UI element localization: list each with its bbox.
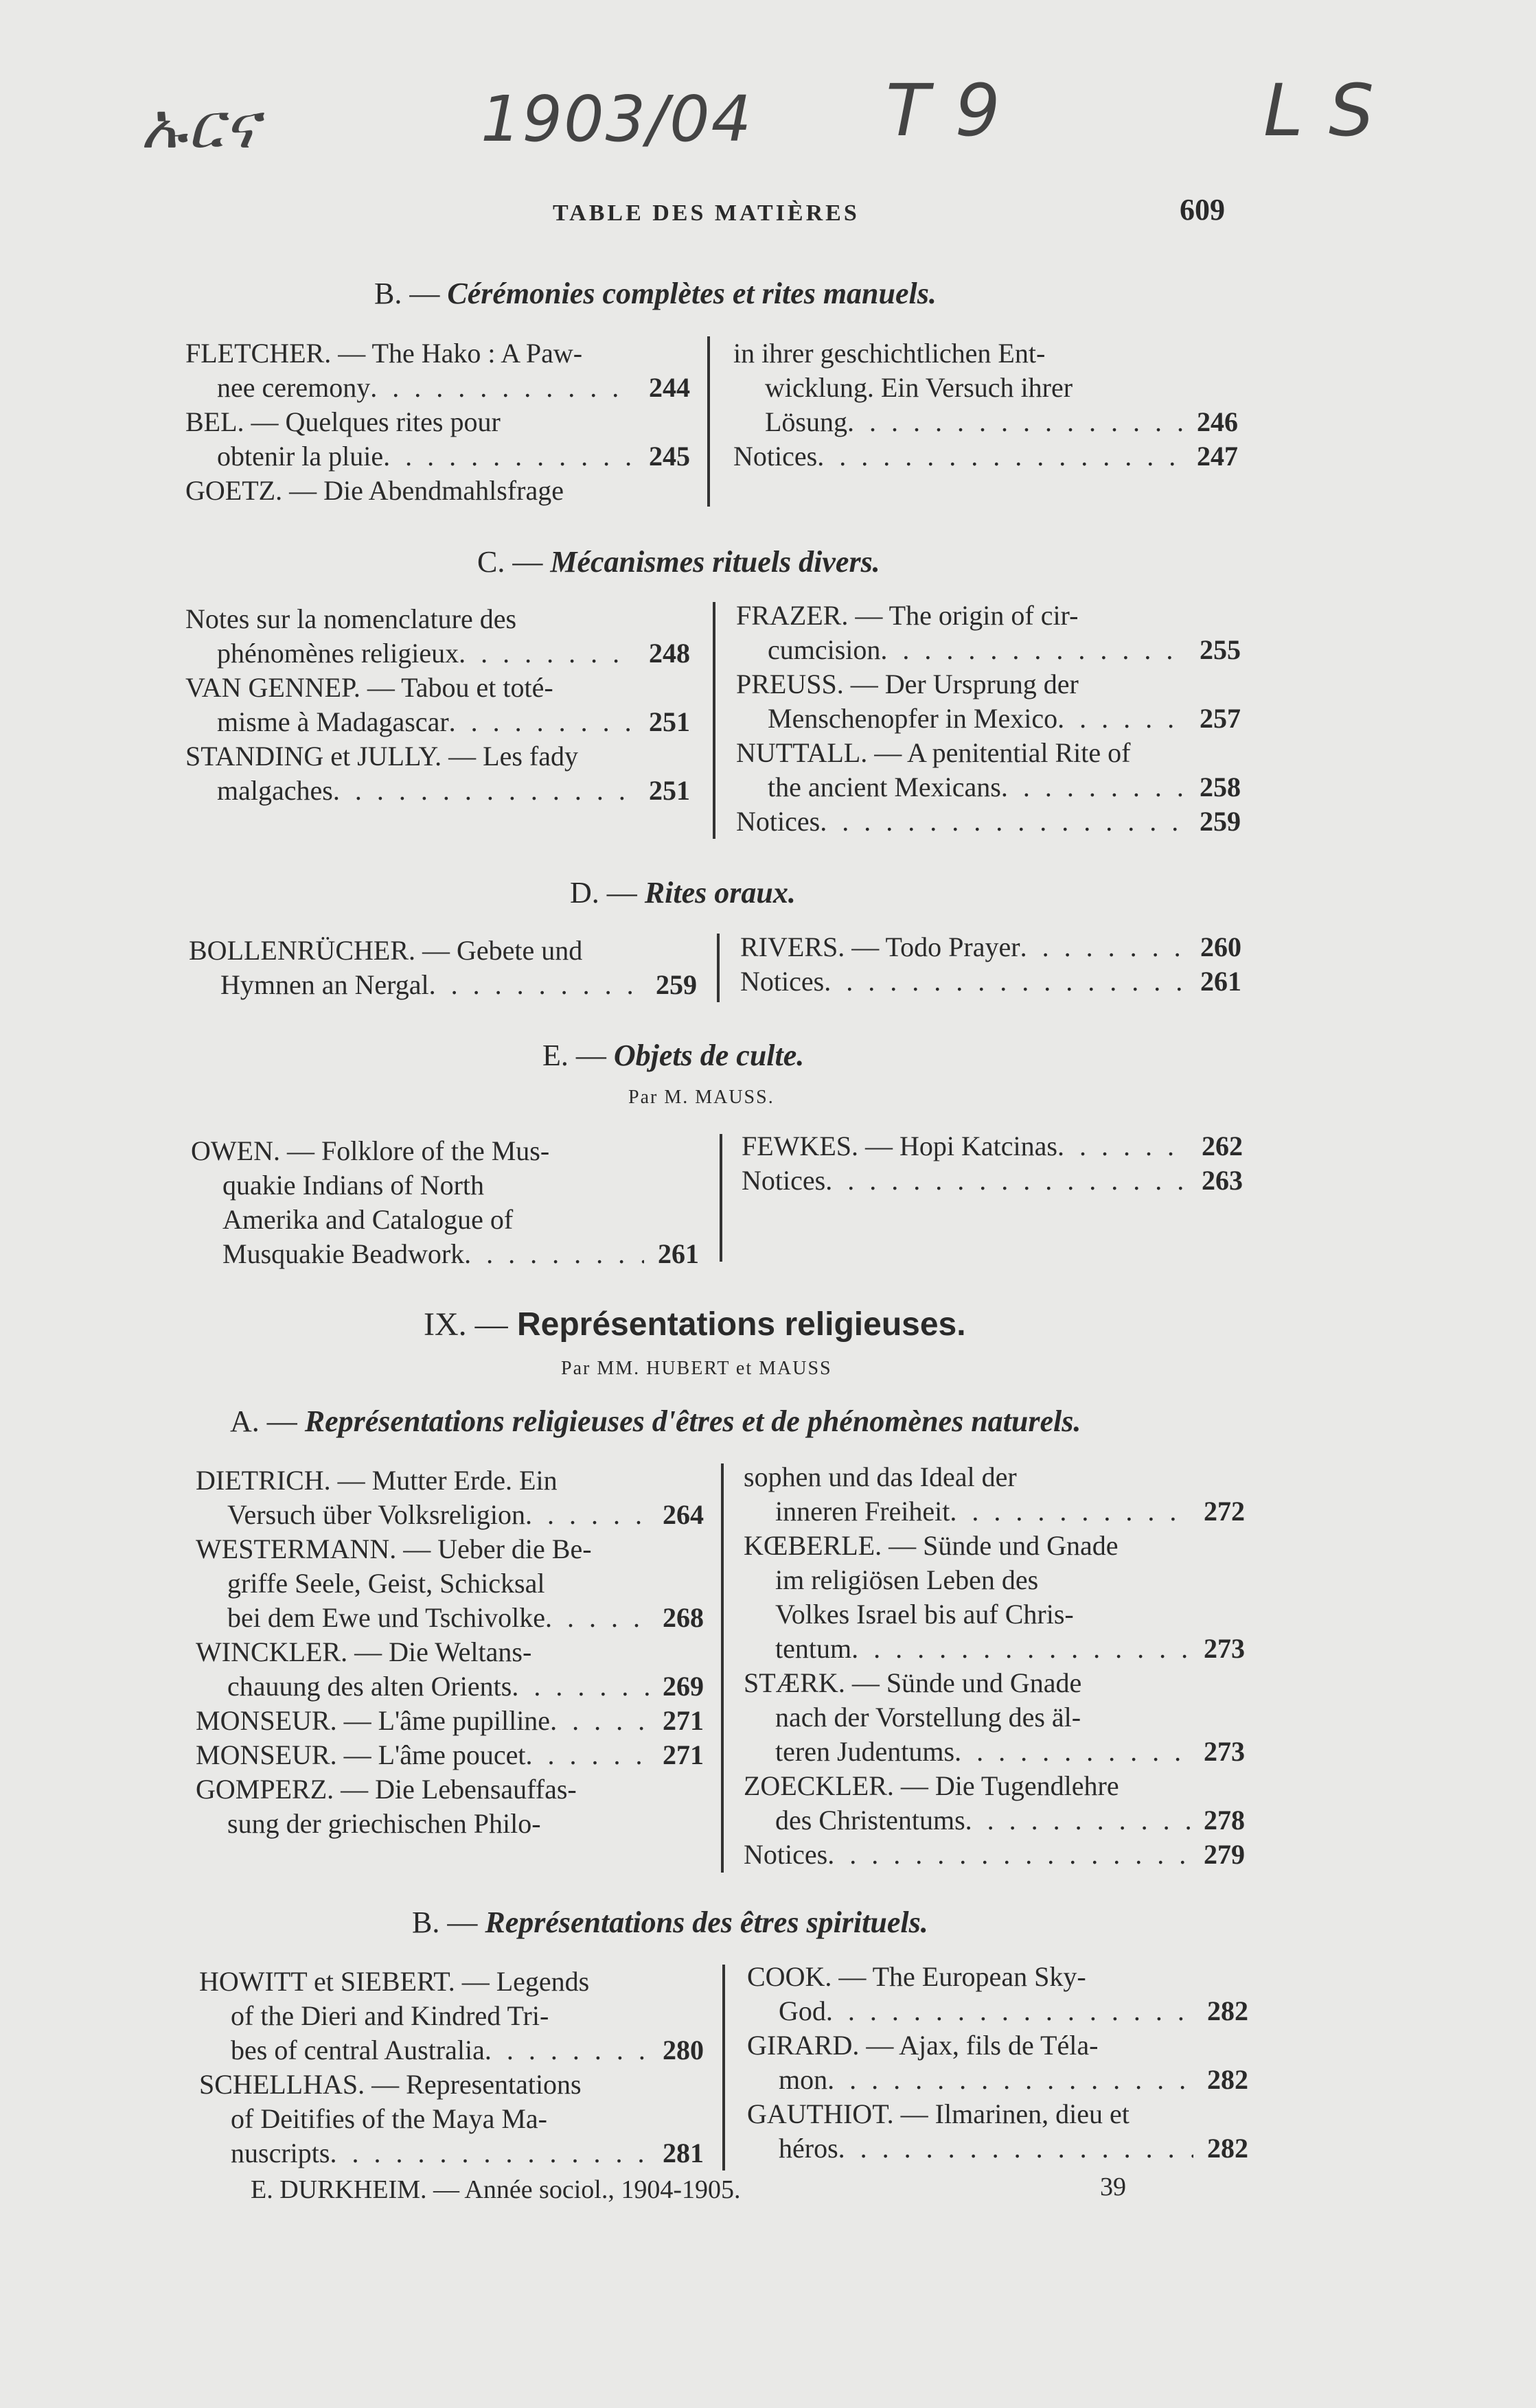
toc-entry-text: inneren Freiheit — [775, 1496, 950, 1527]
section-c-title: Mécanismes rituels divers. — [550, 545, 880, 579]
leader-dots — [1057, 702, 1186, 736]
toc-entry-text: phénomènes religieux — [217, 638, 459, 669]
toc-entry-line: quakie Indians of North — [222, 1170, 485, 1201]
toc-entry-final-line — [199, 2033, 704, 2068]
leader-dots — [1001, 770, 1186, 804]
leader-dots — [429, 968, 642, 1002]
toc-page-number: 278 — [1204, 1805, 1245, 1836]
page-number: 609 — [1180, 193, 1225, 227]
toc-entry-final-line — [747, 1994, 1248, 2028]
toc-entry-final-line — [744, 1632, 1245, 1666]
toc-page-number: 262 — [1202, 1131, 1243, 1161]
toc-entry — [740, 930, 1241, 964]
toc-entry — [742, 1129, 1243, 1164]
toc-entry — [733, 336, 1238, 439]
section-b2-letter: B. — — [412, 1906, 478, 1939]
running-title: TABLE DES MATIÈRES — [553, 200, 860, 226]
toc-entry-line: COOK. — The European Sky- — [747, 1961, 1086, 1992]
toc-entry-text: nee ceremony — [217, 372, 371, 403]
chapter-ix-numeral: IX. — — [424, 1306, 508, 1343]
toc-page-number: 279 — [1204, 1839, 1245, 1870]
toc-entry — [189, 934, 697, 1002]
toc-entry-text: Notices — [744, 1839, 828, 1870]
section-e-byline: Par M. MAUSS. — [628, 1087, 775, 1108]
toc-entry-line: nach der Vorstellung des äl- — [775, 1702, 1081, 1733]
leader-dots — [827, 1838, 1190, 1872]
toc-entry-line: GOMPERZ. — Die Lebensauffas- — [196, 1774, 577, 1805]
toc-entry-line: GAUTHIOT. — Ilmarinen, dieu et — [747, 2098, 1130, 2129]
leader-dots — [512, 1669, 649, 1704]
toc-entry-line: GIRARD. — Ajax, fils de Téla- — [747, 2030, 1099, 2061]
chapter-ix-byline: Par MM. HUBERT et MAUSS — [561, 1358, 832, 1379]
toc-entry — [744, 1460, 1245, 1529]
leader-dots — [330, 2136, 649, 2170]
toc-entry — [199, 2068, 704, 2170]
toc-page-number: 245 — [649, 441, 690, 472]
toc-page-number: 282 — [1207, 1995, 1248, 2026]
footer-signature-line: E. DURKHEIM. — Année sociol., 1904-1905. — [251, 2175, 741, 2204]
toc-entry-text: cumcision — [768, 634, 881, 665]
toc-entry-text: Menschenopfer in Mexico — [768, 703, 1058, 734]
leader-dots — [825, 1164, 1188, 1198]
toc-entry — [185, 336, 690, 405]
section-c-letter: C. — — [477, 545, 543, 579]
toc-entry-line: Amerika and Catalogue of — [222, 1204, 514, 1235]
section-e-heading — [542, 1038, 804, 1073]
toc-entry-line: PREUSS. — Der Ursprung der — [736, 669, 1079, 699]
section-b1-letter: B. — — [374, 277, 440, 310]
toc-page-number: 257 — [1200, 703, 1241, 734]
section-d-heading — [570, 875, 796, 910]
toc-entry-line: BOLLENRÜCHER. — Gebete und — [189, 935, 583, 966]
toc-entry-final-line — [744, 1494, 1245, 1529]
toc-entry-text: Hymnen an Nergal — [220, 969, 429, 1000]
section-c-left-column — [185, 602, 690, 808]
toc-entry-final-line — [196, 1704, 704, 1738]
toc-entry-line: GOETZ. — Die Abendmahlsfrage — [185, 475, 564, 506]
toc-page-number: 248 — [649, 638, 690, 669]
toc-page-number: 255 — [1200, 634, 1241, 665]
leader-dots — [826, 1994, 1193, 2028]
section-a-right-column — [744, 1460, 1245, 1872]
leader-dots — [449, 705, 635, 739]
toc-entry-final-line — [185, 636, 690, 671]
toc-entry-text: tentum — [775, 1633, 852, 1664]
toc-entry-final-line — [736, 770, 1241, 804]
toc-entry — [196, 1532, 704, 1635]
toc-entry-text: malgaches — [217, 775, 333, 806]
toc-entry-final-line — [736, 633, 1241, 667]
toc-entry-line: SCHELLHAS. — Representations — [199, 2069, 582, 2100]
toc-entry — [199, 1965, 704, 2068]
toc-entry-final-line — [185, 705, 690, 739]
toc-entry-text: misme à Madagascar — [217, 706, 449, 737]
signature-number: 39 — [1100, 2173, 1126, 2201]
toc-entry — [747, 1960, 1248, 2028]
toc-entry-text: teren Judentums — [775, 1736, 955, 1767]
toc-page-number: 282 — [1207, 2064, 1248, 2095]
toc-entry — [736, 736, 1241, 804]
toc-entry — [196, 1463, 704, 1532]
toc-entry — [185, 671, 690, 739]
section-b2-title: Représentations des êtres spirituels. — [485, 1906, 928, 1939]
toc-page-number: 247 — [1197, 441, 1238, 472]
toc-page-number: 280 — [663, 2035, 704, 2065]
toc-entry — [185, 739, 690, 808]
toc-page-number: 269 — [663, 1671, 704, 1702]
section-e-title: Objets de culte. — [613, 1039, 805, 1072]
section-d-left-column — [189, 934, 697, 1002]
toc-entry-final-line — [747, 2131, 1248, 2166]
toc-entry-final-line — [744, 1838, 1245, 1872]
column-divider — [720, 1134, 722, 1262]
toc-entry-line: NUTTALL. — A penitential Rite of — [736, 737, 1131, 768]
toc-entry-line: STANDING et JULLY. — Les fady — [185, 741, 578, 772]
toc-entry-text: mon — [779, 2064, 828, 2095]
section-a-letter: A. — — [230, 1404, 297, 1438]
toc-entry-text: RIVERS. — Todo Prayer — [740, 931, 1020, 962]
leader-dots — [838, 2131, 1193, 2166]
toc-entry-text: obtenir la pluie — [217, 441, 384, 472]
leader-dots — [464, 1237, 644, 1271]
toc-entry-final-line — [185, 439, 690, 474]
section-d-letter: D. — — [570, 876, 637, 910]
leader-dots — [824, 964, 1187, 999]
toc-entry-final-line — [740, 930, 1241, 964]
leader-dots — [1020, 930, 1187, 964]
toc-entry-line: OWEN. — Folklore of the Mus- — [191, 1135, 550, 1166]
leader-dots — [550, 1704, 649, 1738]
toc-page-number: 264 — [663, 1499, 704, 1530]
toc-entry-line: DIETRICH. — Mutter Erde. Ein — [196, 1465, 558, 1496]
leader-dots — [485, 2033, 649, 2068]
toc-entry-text: Lösung — [765, 406, 847, 437]
section-e-letter: E. — — [542, 1039, 606, 1072]
toc-page-number: 268 — [663, 1602, 704, 1633]
section-d-title: Rites oraux. — [644, 876, 796, 910]
toc-entry-final-line — [185, 371, 690, 405]
toc-entry-line: WINCKLER. — Die Weltans- — [196, 1636, 532, 1667]
toc-entry-text: Musquakie Beadwork — [222, 1238, 465, 1269]
toc-entry-text: bes of central Australia — [231, 2035, 485, 2065]
toc-entry — [196, 1772, 704, 1841]
toc-entry — [747, 2028, 1248, 2097]
toc-entry-text: the ancient Mexicans — [768, 772, 1001, 802]
toc-entry-text: Notices — [742, 1165, 826, 1196]
toc-entry-final-line — [733, 405, 1238, 439]
toc-entry-line: HOWITT et SIEBERT. — Legends — [199, 1966, 590, 1997]
toc-entry — [747, 2097, 1248, 2166]
leader-dots — [525, 1498, 649, 1532]
leader-dots — [880, 633, 1186, 667]
section-b1-heading — [374, 276, 937, 311]
toc-page-number: 273 — [1204, 1736, 1245, 1767]
column-divider — [713, 602, 715, 839]
toc-page-number: 261 — [658, 1238, 699, 1269]
toc-entry-line: sung der griechischen Philo- — [227, 1808, 541, 1839]
section-c-right-column — [736, 599, 1241, 839]
column-divider — [707, 336, 710, 507]
chapter-ix-heading — [424, 1306, 966, 1343]
section-b2-right-column — [747, 1960, 1248, 2166]
section-e-right-column — [742, 1129, 1243, 1198]
toc-entry — [196, 1635, 704, 1704]
toc-entry-line: of Deitifies of the Maya Ma- — [231, 2103, 547, 2134]
section-c-heading — [477, 544, 880, 579]
toc-entry-line: of the Dieri and Kindred Tri- — [231, 2000, 549, 2031]
toc-page-number: 271 — [663, 1739, 704, 1770]
toc-entry-line: KŒBERLE. — Sünde und Gnade — [744, 1530, 1119, 1561]
toc-entry-text: Notices — [733, 441, 818, 472]
toc-page-number: 272 — [1204, 1496, 1245, 1527]
toc-entry-final-line — [191, 1237, 699, 1271]
toc-entry-final-line — [196, 1601, 704, 1635]
toc-entry — [196, 1738, 704, 1772]
leader-dots — [1057, 1129, 1188, 1164]
leader-dots — [817, 439, 1183, 474]
toc-entry — [744, 1529, 1245, 1666]
toc-entry-final-line — [189, 968, 697, 1002]
leader-dots — [525, 1738, 649, 1772]
column-divider — [717, 934, 720, 1002]
toc-page-number: 244 — [649, 372, 690, 403]
toc-page-number: 263 — [1202, 1165, 1243, 1196]
toc-entry-text: chauung des alten Orients — [227, 1671, 512, 1702]
toc-page-number: 251 — [649, 706, 690, 737]
handwritten-mark-3: T 9 — [886, 69, 1002, 152]
toc-entry-text: des Christentums — [775, 1805, 965, 1836]
leader-dots — [827, 2063, 1193, 2097]
toc-entry — [185, 405, 690, 474]
toc-page-number: 271 — [663, 1705, 704, 1736]
leader-dots — [950, 1494, 1190, 1529]
toc-page-number: 281 — [663, 2138, 704, 2168]
toc-entry-line: VAN GENNEP. — Tabou et toté- — [185, 672, 553, 703]
toc-entry-final-line — [744, 1803, 1245, 1838]
toc-page-number: 246 — [1197, 406, 1238, 437]
toc-entry-line: in ihrer geschichtlichen Ent- — [733, 338, 1046, 369]
toc-entry-text: FEWKES. — Hopi Katcinas — [742, 1131, 1057, 1161]
toc-entry-line: sophen und das Ideal der — [744, 1461, 1017, 1492]
leader-dots — [820, 804, 1186, 839]
toc-entry — [185, 474, 690, 508]
toc-entry-final-line — [747, 2063, 1248, 2097]
toc-entry-text: héros — [779, 2133, 838, 2164]
leader-dots — [954, 1735, 1190, 1769]
leader-dots — [383, 439, 635, 474]
toc-entry-final-line — [742, 1129, 1243, 1164]
toc-entry-line: WESTERMANN. — Ueber die Be- — [196, 1533, 592, 1564]
toc-entry-text: bei dem Ewe und Tschivolke — [227, 1602, 546, 1633]
toc-entry-line: griffe Seele, Geist, Schicksal — [227, 1568, 545, 1599]
toc-entry — [733, 439, 1238, 474]
toc-entry-final-line — [196, 1498, 704, 1532]
section-a-heading — [230, 1404, 1081, 1439]
toc-entry — [736, 599, 1241, 667]
toc-entry — [744, 1769, 1245, 1838]
leader-dots — [847, 405, 1183, 439]
toc-entry-text: God — [779, 1995, 826, 2026]
handwritten-mark-1: ኡርና — [141, 89, 260, 163]
column-divider — [722, 1965, 725, 2170]
toc-entry-line: FLETCHER. — The Hako : A Paw- — [185, 338, 583, 369]
toc-page-number: 273 — [1204, 1633, 1245, 1664]
section-e-left-column — [191, 1134, 699, 1271]
toc-page-number: 258 — [1200, 772, 1241, 802]
toc-entry-final-line — [736, 702, 1241, 736]
toc-entry-final-line — [733, 439, 1238, 474]
toc-entry-line: im religiösen Leben des — [775, 1564, 1039, 1595]
toc-entry-line: wicklung. Ein Versuch ihrer — [765, 372, 1073, 403]
toc-entry-line: STÆRK. — Sünde und Gnade — [744, 1667, 1082, 1698]
toc-page-number: 282 — [1207, 2133, 1248, 2164]
toc-entry-text: MONSEUR. — L'âme poucet — [196, 1739, 526, 1770]
toc-entry-line: BEL. — Quelques rites pour — [185, 406, 501, 437]
toc-entry-line: Notes sur la nomenclature des — [185, 603, 517, 634]
section-b1-left-column — [185, 336, 690, 508]
toc-page-number: 259 — [1200, 806, 1241, 837]
toc-entry — [740, 964, 1241, 999]
section-b2-left-column — [199, 1965, 704, 2170]
leader-dots — [333, 774, 635, 808]
toc-entry-final-line — [736, 804, 1241, 839]
section-a-title: Représentations religieuses d'êtres et de phénomènes naturels. — [304, 1404, 1081, 1438]
toc-entry — [196, 1704, 704, 1738]
toc-entry-line: Volkes Israel bis auf Chris- — [775, 1599, 1074, 1630]
handwritten-mark-2: 1903/04 — [481, 82, 753, 156]
toc-entry-line: ZOECKLER. — Die Tugendlehre — [744, 1770, 1119, 1801]
toc-entry — [736, 667, 1241, 736]
toc-entry-line: FRAZER. — The origin of cir- — [736, 600, 1079, 631]
section-b1-title: Cérémonies complètes et rites manuels. — [447, 277, 937, 310]
toc-entry-text: MONSEUR. — L'âme pupilline — [196, 1705, 551, 1736]
toc-entry-final-line — [185, 774, 690, 808]
section-d-right-column — [740, 930, 1241, 999]
handwritten-mark-4: L S — [1263, 69, 1376, 152]
toc-entry-final-line — [196, 1669, 704, 1704]
toc-page-number: 261 — [1200, 966, 1241, 997]
toc-entry — [744, 1838, 1245, 1872]
toc-entry-text: Notices — [740, 966, 825, 997]
toc-entry — [744, 1666, 1245, 1769]
section-b1-right-column — [733, 336, 1238, 474]
section-b2-heading — [412, 1905, 928, 1940]
toc-entry-final-line — [744, 1735, 1245, 1769]
toc-entry — [191, 1134, 699, 1271]
column-divider — [721, 1463, 724, 1873]
toc-entry — [742, 1164, 1243, 1198]
toc-entry-final-line — [196, 1738, 704, 1772]
chapter-ix-title: Représentations religieuses. — [517, 1306, 966, 1343]
leader-dots — [851, 1632, 1190, 1666]
toc-entry-text: Notices — [736, 806, 821, 837]
leader-dots — [370, 371, 635, 405]
toc-entry — [185, 602, 690, 671]
leader-dots — [965, 1803, 1190, 1838]
toc-entry-text: nuscripts — [231, 2138, 330, 2168]
toc-entry-final-line — [740, 964, 1241, 999]
toc-page-number: 260 — [1200, 931, 1241, 962]
toc-page-number: 259 — [656, 969, 697, 1000]
leader-dots — [459, 636, 635, 671]
toc-page-number: 251 — [649, 775, 690, 806]
toc-entry-final-line — [742, 1164, 1243, 1198]
toc-entry-final-line — [199, 2136, 704, 2170]
leader-dots — [545, 1601, 649, 1635]
toc-entry — [736, 804, 1241, 839]
section-a-left-column — [196, 1463, 704, 1841]
toc-entry-text: Versuch über Volksreligion — [227, 1499, 526, 1530]
